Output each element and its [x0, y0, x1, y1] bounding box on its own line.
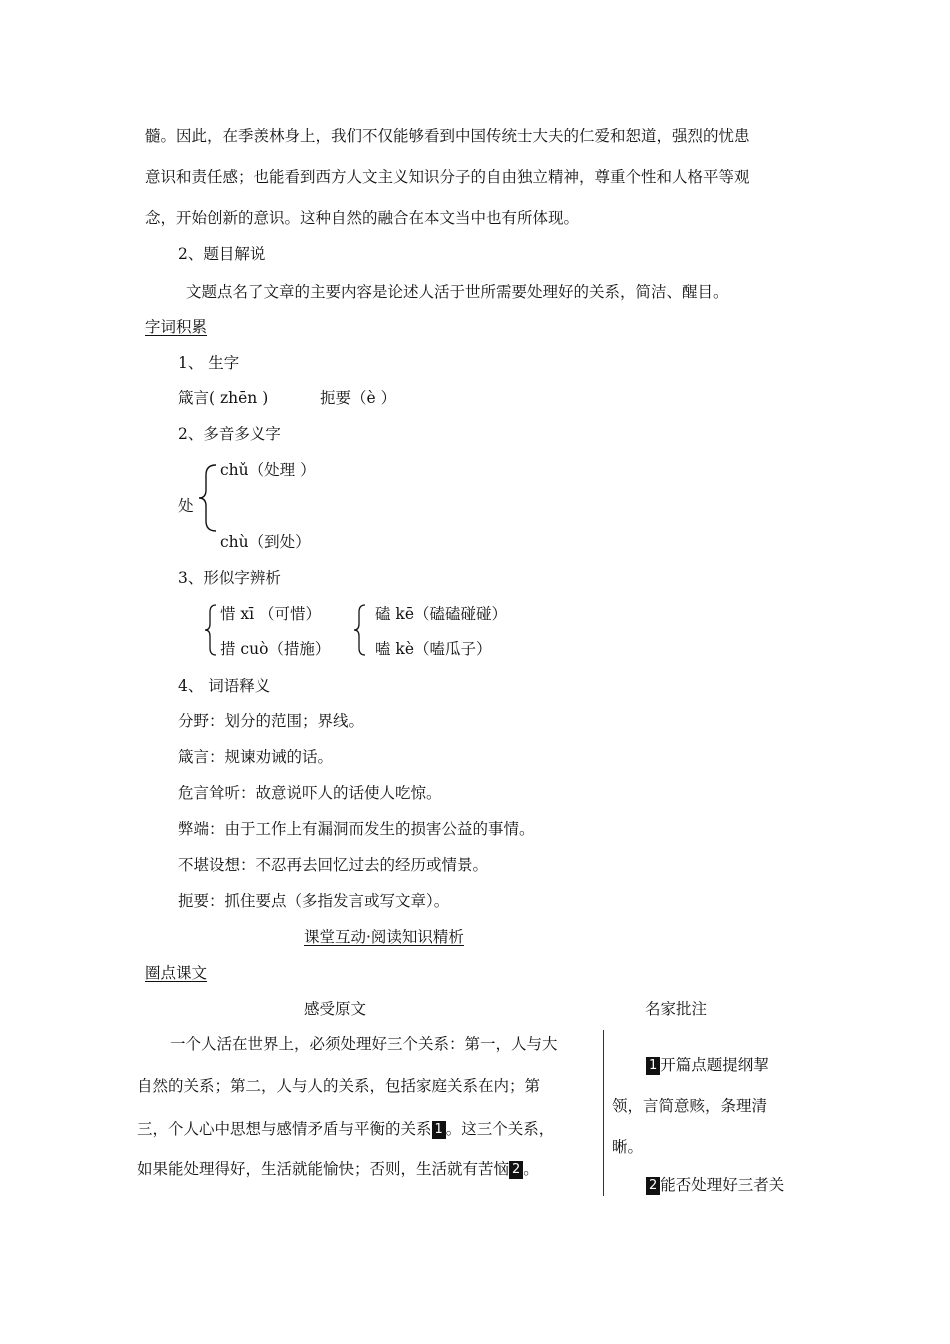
definition-item: 箴言：规谏劝诫的话。	[178, 748, 334, 766]
similar-item: 措 cuò（措施）	[220, 640, 331, 658]
text-line: 三，个人心中思想与感情矛盾与平衡的关系 1 。这三个关系，	[137, 1120, 555, 1138]
similar-item: 惜 xī （可惜）	[220, 605, 322, 623]
definition-item: 分野：划分的范围；界线。	[178, 712, 365, 730]
intro-line-2: 意识和责任感；也能看到西方人文主义知识分子的自由独立精神，尊重个性和人格平等观	[145, 168, 750, 186]
note-line: 领，言简意赅，条理清	[612, 1097, 768, 1115]
text-line: 一个人活在世界上，必须处理好三个关系：第一，人与大	[170, 1035, 558, 1053]
title-explain-text: 文题点名了文章的主要内容是论述人活于世所需要处理好的关系，简洁、醒目。	[186, 283, 729, 301]
title-explain-heading: 2、题目解说	[178, 245, 266, 263]
definition-item: 不堪设想：不忍再去回忆过去的经历或情景。	[178, 856, 489, 874]
definition-item: 危言耸听：故意说吓人的话使人吃惊。	[178, 784, 442, 802]
polyphone-reading: chù（到处）	[220, 533, 311, 551]
vocab-heading: 字词积累	[145, 318, 208, 336]
intro-line-3: 念，开始创新的意识。这种自然的融合在本文当中也有所体现。	[145, 209, 580, 227]
definitions-heading: 4、 词语释义	[178, 677, 271, 695]
left-brace-icon	[352, 603, 368, 657]
text-line: 自然的关系；第二，人与人的关系，包括家庭关系在内；第	[137, 1077, 541, 1095]
text-line: 如果能处理得好，生活就能愉快；否则，生活就有苦恼 2 。	[137, 1160, 539, 1178]
column-header-right: 名家批注	[645, 1000, 708, 1018]
left-brace-icon	[203, 603, 219, 657]
new-char-item: 箴言( zhēn )	[178, 389, 269, 407]
note-line: 晰。	[612, 1138, 644, 1156]
definition-item: 弊端：由于工作上有漏洞而发生的损害公益的事情。	[178, 820, 535, 838]
annotation-marker: 2	[646, 1177, 660, 1195]
intro-line-1: 髓。因此，在季羡林身上，我们不仅能够看到中国传统士大夫的仁爱和恕道，强烈的忧患	[145, 127, 750, 145]
column-header-left: 感受原文	[304, 1000, 367, 1018]
definition-item: 扼要：抓住要点（多指发言或写文章）。	[178, 892, 450, 910]
note-line: 2 能否处理好三者关	[646, 1177, 784, 1195]
similar-item: 磕 kē（磕磕碰碰）	[375, 605, 507, 623]
polyphone-reading: chǔ（处理 ）	[220, 461, 316, 479]
annotation-marker: 1	[432, 1121, 446, 1139]
new-char-item: 扼要（è ）	[320, 389, 397, 407]
similar-heading: 3、形似字辨析	[178, 569, 281, 587]
polyphone-char: 处	[178, 497, 194, 515]
similar-item: 嗑 kè（嗑瓜子）	[375, 640, 492, 658]
section-title: 课堂互动·阅读知识精析	[304, 928, 464, 946]
column-divider	[603, 1030, 604, 1196]
note-line: 1 开篇点题提纲挈	[646, 1057, 769, 1075]
annotation-marker: 2	[509, 1161, 523, 1179]
annotation-marker: 1	[646, 1057, 660, 1075]
new-chars-heading: 1、 生字	[178, 354, 240, 372]
left-brace-icon	[196, 463, 220, 533]
polyphone-heading: 2、多音多义字	[178, 425, 281, 443]
subheading: 圈点课文	[145, 964, 208, 982]
